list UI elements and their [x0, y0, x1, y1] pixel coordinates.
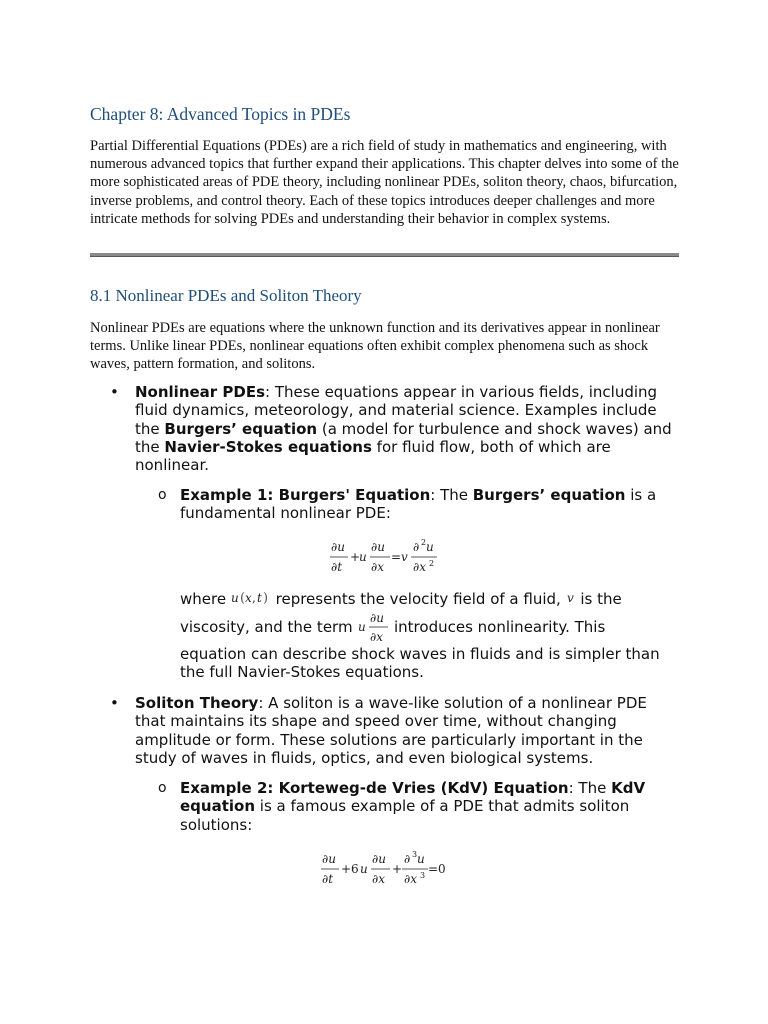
sub-marker: o [158, 487, 167, 503]
example-text-part: is a fundamental nonlinear PDE: [180, 486, 657, 523]
example-text-part: : The [430, 486, 473, 504]
bold-term: KdV equation [180, 779, 646, 816]
bullet-text-part: for fluid flow, both of which are nonlinear. [135, 437, 611, 475]
svg-text:=0: =0 [428, 862, 446, 876]
svg-text:∂u: ∂u [322, 852, 336, 866]
bullet-text [135, 694, 680, 767]
svg-text:v: v [401, 550, 408, 564]
example-label: Example 2: Korteweg-de Vries (KdV) Equation [180, 779, 569, 797]
svg-text:+: + [392, 862, 403, 876]
u-du-dx-term [358, 608, 390, 646]
bullet-term: Soliton Theory [135, 694, 259, 712]
example-text [180, 779, 680, 834]
svg-text:∂: ∂ [404, 852, 411, 866]
u-x-t-symbol [231, 590, 271, 606]
explanation-text: where [180, 590, 231, 608]
section-paragraph: Nonlinear PDEs are equations where the unknown function and its derivatives appear in nonlinear terms. Unlike linear PDEs, nonlinear equations often exhibit complex phenomena such as shock waves, pattern formation, and solitons. [90, 320, 660, 373]
bullet-marker: • [110, 383, 119, 401]
bold-term: Burgers’ equation [472, 486, 626, 504]
chapter-title: Chapter 8: Advanced Topics in PDEs [90, 104, 351, 124]
svg-text:u: u [358, 620, 366, 634]
intro-paragraph: Partial Differential Equations (PDEs) are a rich field of study in mathematics and engineering, with numerous advanced topics that further expand their applications. This chapter delves into some of the more sophisticated areas of PDE theory, including nonlinear PDEs, soliton theory, chaos, bifurcation, inverse problems, and control theory. Each of these topics introduces deeper challenges and more intricate methods for solving PDEs and understanding their behavior in complex systems. [90, 138, 679, 227]
bold-term: Navier-Stokes equations [164, 437, 372, 456]
bullet-marker: • [110, 694, 119, 712]
svg-text:2: 2 [429, 559, 435, 568]
bullet-text [135, 383, 680, 474]
burgers-equation [325, 534, 445, 580]
section-title: 8.1 Nonlinear PDEs and Soliton Theory [90, 286, 362, 305]
explanation-text: equation can describe shock waves in fluids and is simpler than the full Navier-Stokes equations. [180, 645, 660, 682]
explanation-line-2 [180, 611, 680, 644]
svg-text:∂u: ∂u [331, 540, 345, 554]
svg-text:∂x: ∂x [404, 872, 417, 886]
bullet-term: Nonlinear PDEs [135, 383, 266, 401]
bullet-text-part: (a model for turbulence and shock waves) and the [135, 419, 672, 456]
svg-text:∂x: ∂x [371, 560, 384, 574]
svg-text:∂x: ∂x [370, 630, 383, 644]
svg-text:∂x: ∂x [372, 872, 385, 886]
svg-text:=: = [391, 550, 402, 564]
explanation-text: represents the velocity field of a fluid, [275, 590, 566, 608]
svg-text:∂u: ∂u [372, 852, 386, 866]
svg-text:∂x: ∂x [413, 560, 426, 574]
svg-text:(: ( [239, 591, 245, 606]
bullet-text-part: : A soliton is a wave-like solution of a nonlinear PDE that maintains its shape and speed over time, without changing amplitude or form. These solutions are particularly important in the study of waves in fluids, optics, and even biological systems. [135, 694, 647, 767]
explanation-text: introduces nonlinearity. This [394, 618, 606, 636]
svg-text:u: u [360, 862, 368, 876]
svg-text:∂t: ∂t [322, 872, 334, 886]
example-label: Example 1: Burgers' Equation [180, 486, 431, 504]
explanation-line-1 [180, 590, 680, 608]
svg-text:,: , [251, 591, 256, 605]
svg-text:∂: ∂ [413, 540, 420, 554]
svg-text:∂t: ∂t [331, 560, 343, 574]
svg-text:+6: +6 [341, 862, 359, 876]
svg-text:u: u [230, 591, 239, 605]
svg-text:): ) [262, 591, 268, 606]
explanation-line-3 [180, 645, 670, 682]
svg-text:3: 3 [420, 871, 426, 880]
svg-text:2: 2 [421, 538, 427, 547]
explanation-text: is the [580, 590, 622, 608]
svg-text:3: 3 [412, 850, 418, 859]
svg-text:∂u: ∂u [370, 611, 384, 625]
svg-text:u: u [426, 540, 434, 554]
example-text-part: is a famous example of a PDE that admits soliton solutions: [180, 797, 630, 834]
bold-term: Burgers’ equation [164, 419, 318, 438]
svg-text:∂u: ∂u [371, 540, 385, 554]
svg-text:v: v [566, 591, 574, 605]
example-text-part: : The [568, 779, 612, 797]
nu-symbol [566, 590, 576, 606]
svg-text:t: t [256, 591, 262, 605]
example-text [180, 486, 680, 523]
svg-text:+: + [350, 550, 361, 564]
explanation-text: viscosity, and the term [180, 618, 353, 636]
kdv-equation [318, 846, 458, 892]
svg-text:u: u [359, 550, 367, 564]
svg-text:u: u [417, 852, 425, 866]
svg-text:x: x [244, 591, 252, 605]
bullet-text-part: : These equations appear in various fields, including fluid dynamics, meteorology, and material science. Examples include the [135, 383, 658, 438]
section-divider [90, 253, 679, 257]
sub-marker: o [158, 780, 167, 796]
